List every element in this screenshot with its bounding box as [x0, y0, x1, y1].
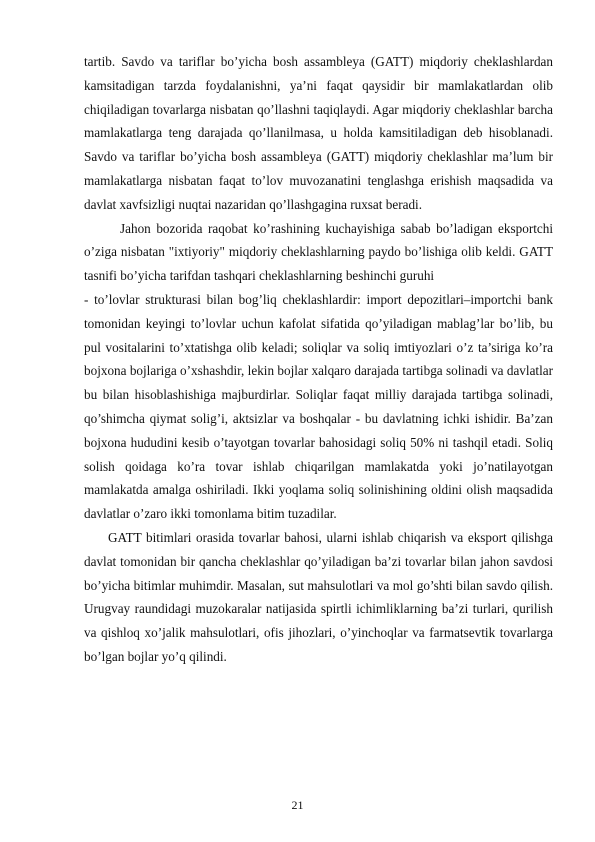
document-body	[84, 50, 553, 669]
paragraph-1: tartib. Savdo va tariflar bo’yicha bosh assambleya (GATT) miqdoriy cheklashlardan kamsitadigan tarzda foydalanishni, ya’ni faqat qaysidir bir mamlakatlardan olib chiqiladigan tovarlarga nisbatan qo’llashni taqiqlaydi. Agar miqdoriy cheklashlar barcha mamlakatlarga teng darajada qo’llanilmasa, u holda kamsitiladigan deb hisoblanadi. Savdo va tariflar bo’yicha bosh assambleya (GATT) miqdoriy cheklashlar ma’lum bir mamlakatlarga nisbatan faqat to’lov muvozanatini tenglashga erishish maqsadida va davlat xavfsizligi nuqtai nazaridan qo’llashgagina ruxsat beradi.	[84, 54, 553, 212]
page-number: 21	[291, 798, 304, 812]
paragraph-2: Jahon bozorida raqobat ko’rashining kuchayishiga sabab bo’ladigan eksportchi o’ziga nisbatan "ixtiyoriy" miqdoriy cheklashlarning paydo bo’lishiga olib keldi. GATT tasnifi bo’yicha tarifdan tashqari cheklashlarning beshinchi guruhi	[84, 220, 553, 284]
paragraph-3: - to’lovlar strukturasi bilan bog’liq cheklashlardir: import depozitlari–importchi bank tomonidan keyingi to’lovlar uchun kafolat sifatida qo’yiladigan mablag’lar bo’lib, bu pul vositalarini to’xtatishga olib keladi; soliqlar va soliq imtiyozlari o’z ta’siriga ko’ra bojxona bojlariga o’xshashdir, lekin bojlar xalqaro darajada tartibga solinadi va davlatlar bu bilan hisoblashishiga majburdirlar. Soliqlar faqat milliy darajada tartibga solinadi, qo’shimcha qiymat solig’i, aktsizlar va boshqalar - bu davlatning ichki ishidir. Ba’zan bojxona hududini kesib o’tayotgan tovarlar bahosidagi soliq 50% ni tashqil etadi. Soliq solish qoidaga ko’ra tovar ishlab chiqarilgan mamlakatda yoki jo’natilayotgan mamlakatda amalga oshiriladi. Ikki yoqlama soliq solinishining oldini olish maqsadida davlatlar o’zaro ikki tomonlama bitim tuzadilar.	[84, 291, 553, 522]
paragraph-4: GATT bitimlari orasida tovarlar bahosi, ularni ishlab chiqarish va eksport qilishga davlat tomonidan bir qancha cheklashlar qo’yiladigan ba’zi tovarlar bilan jahon savdosi bo’yicha bitimlar muhimdir. Masalan, sut mahsulotlari va mol go’shti bilan savdo qilish. Urugvay raundidagi muzokaralar natijasida spirtli ichimliklarning ba’zi turlari, qurilish va qishloq xo’jalik mahsulotlari, ofis jihozlari, o’yinchoqlar va farmatsevtik tovarlarga bo’lgan bojlar yo’q qilindi.	[84, 529, 553, 664]
